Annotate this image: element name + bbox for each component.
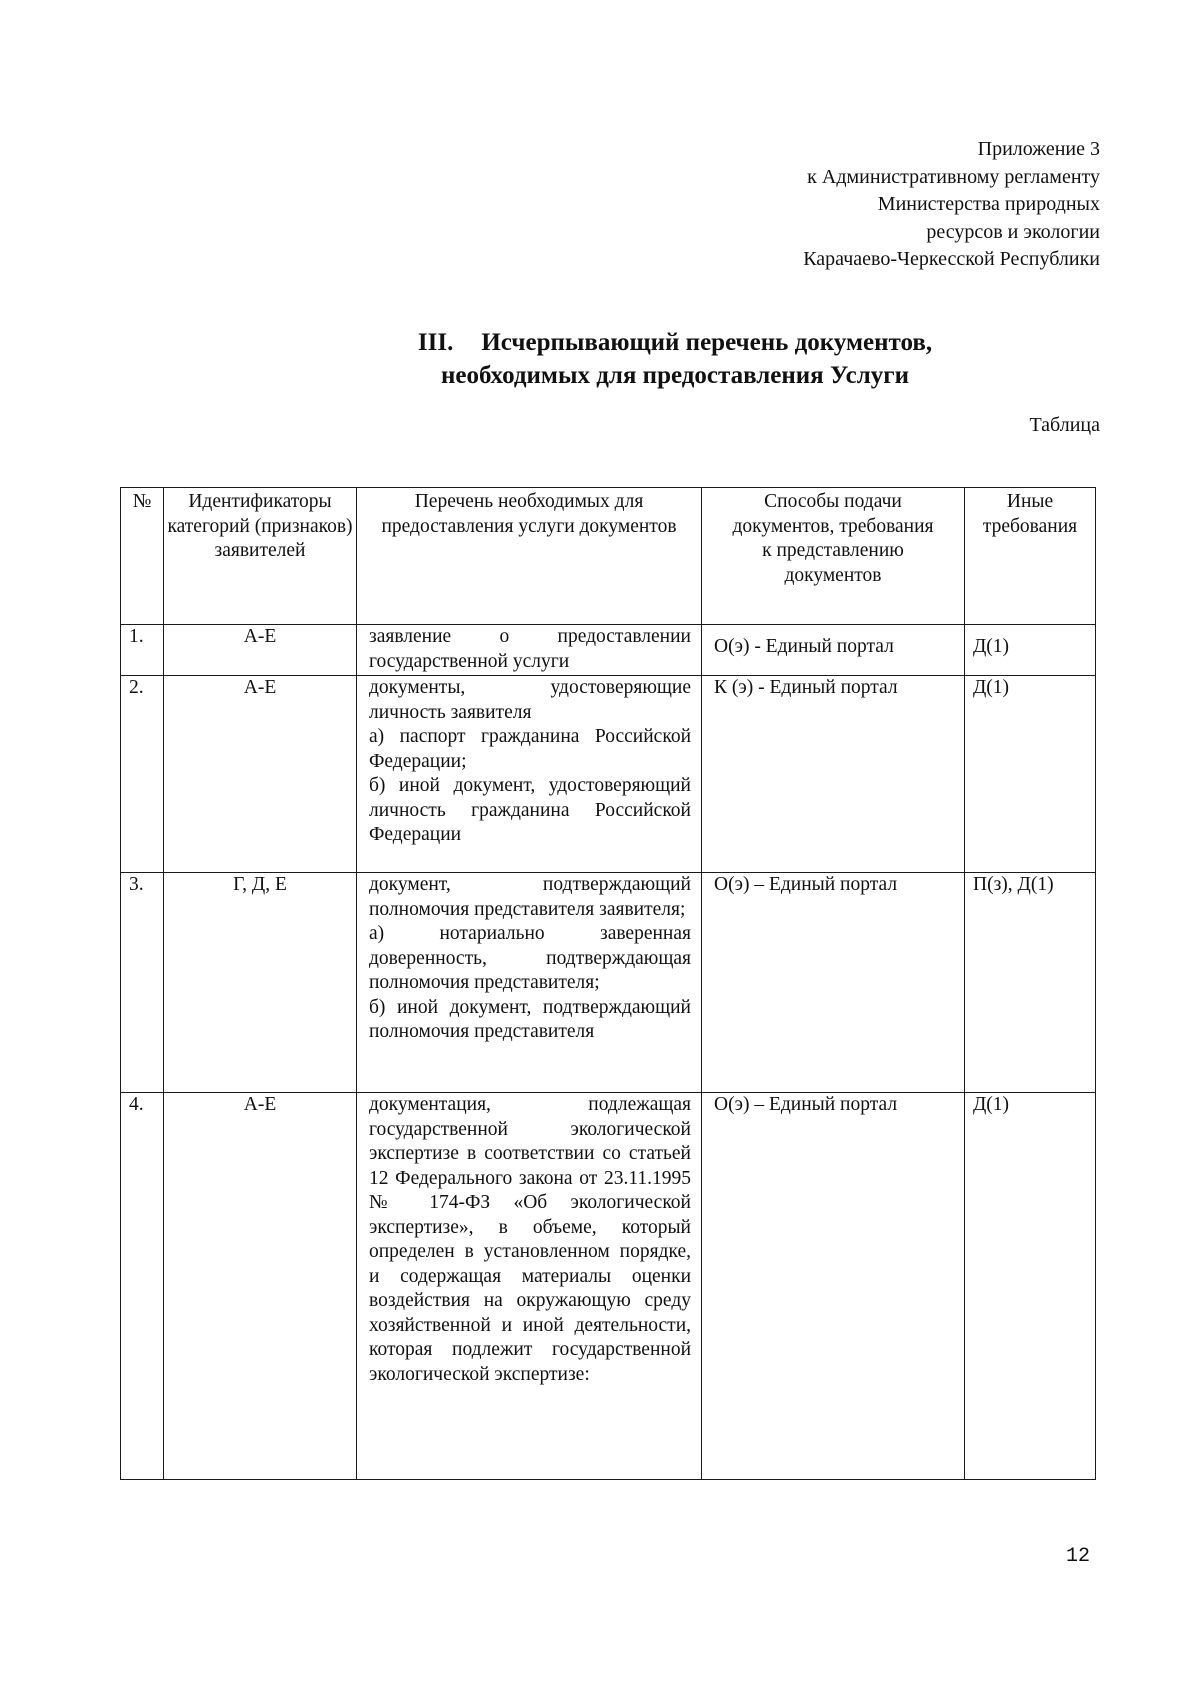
row-num: 1. xyxy=(121,625,164,676)
row-method: О(э) – Единый портал xyxy=(702,1093,965,1480)
table-label: Таблица xyxy=(1029,414,1100,436)
row-num: 4. xyxy=(121,1093,164,1480)
doc-item: документация, подлежащая государственной экологической экспертизе в соответствии со статьей 12 Федерального закона от 23.11.1995 № 174-ФЗ «Об экологической экспертизе», в объеме, который определен в установленном порядке, и содержащая материалы оценки воздействия на окружающую среду хозяйственной и иной деятельности, которая подлежит государственной экологической экспертизе: xyxy=(369,1094,691,1385)
row-docs xyxy=(357,1093,702,1480)
doc-item: документы, удостоверяющие личность заявителя xyxy=(369,677,691,723)
section-title-line1: Исчерпывающий перечень документов, xyxy=(481,329,933,356)
section-title xyxy=(0,326,1200,392)
table-row xyxy=(121,676,1096,873)
row-method: К (э) - Единый портал xyxy=(702,676,965,873)
header-num: № xyxy=(121,488,164,625)
header-other: Иные требования xyxy=(965,488,1096,625)
row-other: П(з), Д(1) xyxy=(965,873,1096,1093)
doc-item: заявление о предоставлении государственной услуги xyxy=(369,626,691,672)
appendix-line: ресурсов и экологии xyxy=(926,220,1100,243)
table-row xyxy=(121,625,1096,676)
row-other: Д(1) xyxy=(965,1093,1096,1480)
row-num: 3. xyxy=(121,873,164,1093)
table-row xyxy=(121,873,1096,1093)
appendix-line: к Административному регламенту xyxy=(807,165,1100,188)
page-number: 12 xyxy=(1065,1545,1090,1568)
doc-item: а) паспорт гражданина Российской Федерации; xyxy=(369,726,691,772)
doc-item: б) иной документ, подтверждающий полномочия представителя xyxy=(369,996,691,1042)
doc-item: документ, подтверждающий полномочия представителя заявителя; xyxy=(369,874,691,920)
section-title-line2: необходимых для предоставления Услуги xyxy=(441,362,909,389)
header-docs: Перечень необходимых для предоставления услуги документов xyxy=(357,488,702,625)
header-methods: Способы подачи документов, требования к представлению документов xyxy=(702,488,965,625)
doc-item: б) иной документ, удостоверяющий личность гражданина Российской Федерации xyxy=(369,775,691,845)
row-docs xyxy=(357,873,702,1093)
row-ids: А-Е xyxy=(164,676,357,873)
row-docs xyxy=(357,625,702,676)
row-other: Д(1) xyxy=(965,676,1096,873)
doc-item: а) нотариально заверенная доверенность, подтверждающая полномочия представителя; xyxy=(369,923,691,993)
row-other: Д(1) xyxy=(965,625,1096,676)
appendix-line: Карачаево-Черкесской Республики xyxy=(803,248,1100,270)
row-ids: Г, Д, Е xyxy=(164,873,357,1093)
appendix-line: Министерства природных xyxy=(877,193,1100,215)
row-method: О(э) - Единый портал xyxy=(702,625,965,676)
section-number: III. xyxy=(417,329,454,356)
row-num: 2. xyxy=(121,676,164,873)
row-ids: А-Е xyxy=(164,625,357,676)
table-row xyxy=(121,1093,1096,1480)
table-header-row xyxy=(121,488,1096,625)
row-ids: А-Е xyxy=(164,1093,357,1480)
appendix-line: Приложение 3 xyxy=(977,138,1100,160)
row-method: О(э) – Единый портал xyxy=(702,873,965,1093)
row-docs xyxy=(357,676,702,873)
appendix-block xyxy=(803,136,1100,274)
documents-table xyxy=(120,487,1096,1480)
header-ids: Идентификаторы категорий (признаков) заявителей xyxy=(164,488,357,625)
